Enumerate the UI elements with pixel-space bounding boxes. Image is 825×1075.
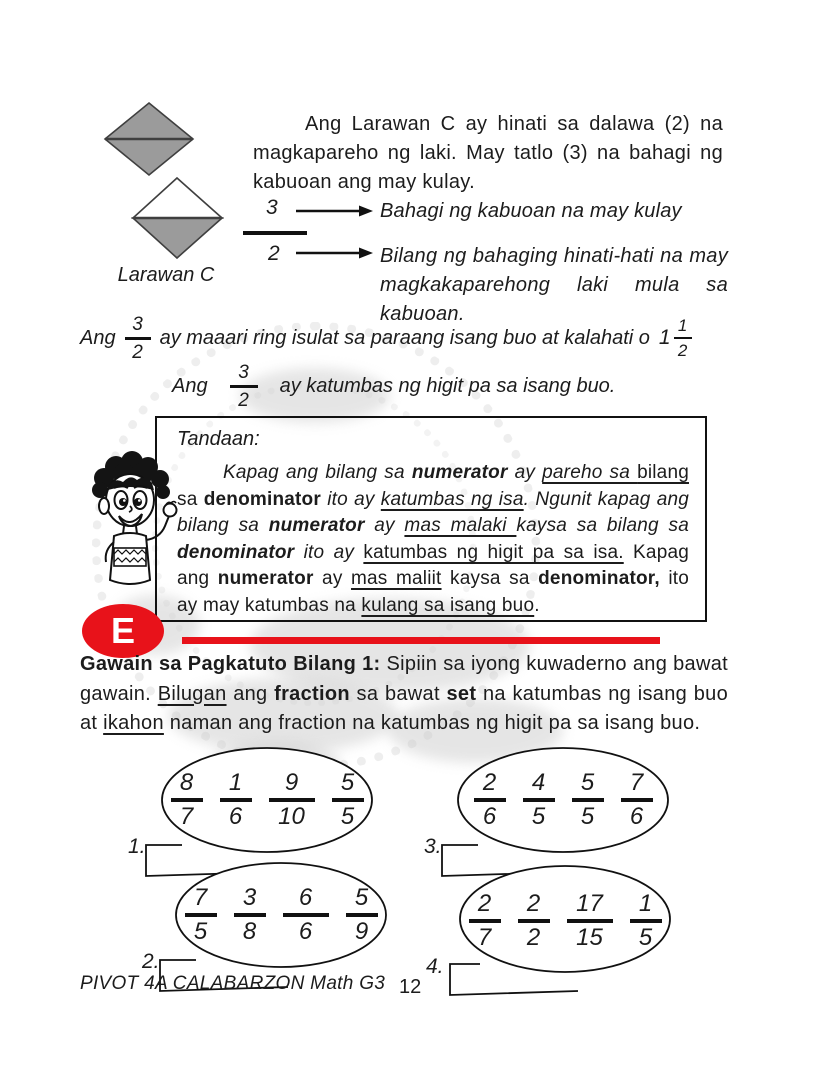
arrow-right-icon — [296, 204, 374, 218]
note-paragraph — [177, 460, 689, 619]
fraction-numerator: 5 — [340, 769, 355, 797]
text-run: naman ang fraction na katumbas ng higit pa sa isang buo. — [163, 712, 701, 734]
text-run: ay maaari ring isulat sa paraang isang buo at kalahati o — [159, 326, 650, 349]
text-run: mas maliit — [351, 568, 442, 589]
arrow1-label: Bahagi ng kabuoan na may kulay — [380, 200, 682, 222]
fraction-bar — [630, 919, 662, 923]
fraction-set — [460, 866, 670, 976]
fraction-denominator: 5 — [193, 917, 208, 945]
fraction-denominator: 6 — [629, 802, 644, 830]
arrow2-label: Bilang ng bahaging hinati-hati na may magkakaparehong laki mula sa kabuoan. — [380, 245, 728, 325]
text-run: na katumbas ng isang buo at — [80, 682, 728, 734]
fraction-numerator: 1 — [638, 890, 653, 918]
fraction-numerator: 8 — [179, 769, 194, 797]
text-run: set — [446, 682, 477, 705]
text-run: denominator — [177, 541, 295, 563]
text-run: kulang sa isang buo — [361, 594, 535, 616]
text-run: . — [534, 594, 540, 616]
fraction-bar — [332, 798, 364, 802]
inline-fraction — [674, 317, 692, 360]
text-run: ay — [364, 515, 405, 536]
text-run: Gawain sa Pagkatuto Bilang 1: — [80, 653, 381, 675]
fraction-bar — [269, 798, 315, 802]
text-run: denominator, — [538, 568, 660, 589]
fraction-denominator: 2 — [268, 242, 280, 265]
fraction-denominator: 5 — [340, 802, 355, 830]
text-run: ay katumbas ng higit pa sa isang buo. — [279, 374, 616, 397]
text-run: kaysa sa — [441, 568, 539, 589]
fraction-bar — [125, 337, 151, 340]
fraction — [283, 886, 329, 944]
section-divider-rule — [182, 637, 660, 644]
text-run: ito ay may katumbas na — [177, 568, 689, 616]
fraction-bar — [518, 919, 550, 923]
fraction — [185, 886, 217, 944]
text-run: Ang — [172, 374, 208, 397]
fraction — [469, 892, 501, 950]
text-run: Ang — [80, 326, 116, 349]
fraction-bar — [243, 231, 307, 235]
footer-book-title: PIVOT 4A CALABARZON Math G3 — [80, 973, 386, 994]
fraction-numerator: 7 — [193, 884, 208, 912]
note-box — [155, 416, 707, 622]
fraction-bar — [220, 798, 252, 802]
exercise-number: 1. — [128, 835, 146, 858]
fraction-numerator: 1 — [677, 315, 688, 335]
section-letter: E — [110, 610, 135, 651]
note-title: Tandaan: — [177, 428, 260, 450]
text-run: sa bawat — [349, 682, 447, 705]
fraction-denominator: 5 — [580, 802, 595, 830]
fraction-numerator: 5 — [354, 884, 369, 912]
fraction-numerator: 17 — [576, 890, 603, 918]
text-run: katumbas ng isa — [380, 488, 524, 510]
text-run: Kapag ang bilang sa — [223, 462, 412, 483]
fraction — [523, 771, 555, 829]
fraction — [171, 771, 203, 829]
fraction-set — [458, 745, 668, 855]
fraction-numerator: 3 — [266, 196, 278, 219]
exercise-number: 4. — [426, 955, 444, 978]
fraction — [332, 771, 364, 829]
text-run: numerator — [217, 568, 314, 589]
fraction-bar — [230, 385, 258, 388]
fraction-bar — [171, 798, 203, 802]
text-run: Bilugan — [157, 682, 227, 705]
fraction-denominator: 2 — [238, 389, 249, 411]
fraction-bar — [474, 798, 506, 802]
fraction — [234, 886, 266, 944]
whole-number: 1 — [658, 326, 671, 349]
fraction — [630, 892, 662, 950]
inline-fraction — [125, 315, 151, 362]
exercise-bubble-4 — [420, 862, 680, 1002]
fraction — [567, 892, 613, 950]
fraction-bar — [674, 337, 692, 340]
fraction-numerator: 7 — [629, 769, 644, 797]
fraction-bar — [283, 913, 329, 917]
fraction-denominator: 6 — [482, 802, 497, 830]
fraction-numerator: 2 — [477, 890, 492, 918]
inline-fraction — [230, 363, 258, 410]
text-run: Kapag ang — [177, 541, 689, 589]
diamond-figure-icon — [98, 98, 228, 263]
fraction-numerator: 9 — [284, 769, 299, 797]
fraction — [518, 892, 550, 950]
fraction-denominator: 5 — [531, 802, 546, 830]
text-run: . Ngunit kapag ang bilang sa — [177, 488, 690, 536]
fraction-denominator: 7 — [179, 802, 194, 830]
text-run: katumbas ng higit pa sa isa. — [363, 541, 624, 563]
fraction-bar — [621, 798, 653, 802]
fraction — [269, 771, 315, 829]
boy-mascot-illustration — [70, 446, 190, 614]
fraction-numerator: 1 — [228, 769, 243, 797]
fraction-denominator: 6 — [228, 802, 243, 830]
text-run: ay — [313, 568, 352, 589]
text-run: fraction — [274, 682, 350, 705]
fraction-denominator: 8 — [242, 917, 257, 945]
text-run: ay — [507, 462, 543, 483]
fraction-numerator: 2 — [482, 769, 497, 797]
text-run: denominator — [203, 488, 321, 510]
fraction-denominator: 5 — [638, 923, 653, 951]
text-run: ito ay — [320, 488, 381, 510]
mixed-number — [659, 317, 692, 360]
fraction-denominator: 7 — [477, 923, 492, 951]
arrow-right-icon — [296, 246, 374, 260]
fraction-denominator: 9 — [354, 917, 369, 945]
fraction-numerator: 4 — [531, 769, 546, 797]
fraction — [572, 771, 604, 829]
fraction — [346, 886, 378, 944]
sentence-mixed-number — [80, 312, 692, 364]
text-run: Sipiin sa iyong kuwaderno ang bawat gawain. — [80, 653, 728, 705]
fraction-denominator: 10 — [278, 802, 305, 830]
text-run: mas malaki — [404, 515, 517, 536]
fraction-numerator: 3 — [132, 313, 143, 335]
fraction-denominator: 2 — [677, 341, 688, 361]
fraction-numerator: 3 — [242, 884, 257, 912]
fraction-numerator: 2 — [526, 890, 541, 918]
fraction-denominator: 15 — [576, 923, 603, 951]
fraction — [220, 771, 252, 829]
text-run: numerator — [411, 462, 508, 483]
fraction-bar — [567, 919, 613, 923]
sentence-improper-fraction — [172, 360, 615, 412]
fraction-numerator: 3 — [238, 361, 249, 383]
text-run: sa — [177, 488, 204, 510]
fraction-set — [176, 860, 386, 970]
fraction-numerator: 6 — [298, 884, 313, 912]
fraction-bar — [234, 913, 266, 917]
text-run: kaysa sa bilang sa — [516, 515, 689, 536]
fraction-denominator: 2 — [526, 923, 541, 951]
fraction-numerator: 5 — [580, 769, 595, 797]
fraction-bar — [572, 798, 604, 802]
gawain-paragraph — [80, 650, 728, 739]
fraction-denominator: 6 — [298, 917, 313, 945]
fraction — [474, 771, 506, 829]
exercise-number: 3. — [424, 835, 442, 858]
fraction-bar — [469, 919, 501, 923]
text-run: bilang — [637, 462, 689, 483]
text-run: ang — [226, 682, 275, 705]
fraction-set — [162, 745, 372, 855]
fraction-bar — [346, 913, 378, 917]
text-run: numerator — [268, 515, 365, 536]
exercise-number: 2. — [142, 950, 160, 973]
text-run: ito ay — [294, 541, 364, 563]
fraction-denominator: 2 — [132, 341, 143, 363]
intro-paragraph: Ang Larawan C ay hinati sa dalawa (2) na magkapareho ng laki. May tatlo (3) na bahagi ng kabuoan ang may kulay. — [253, 113, 723, 193]
figure-caption: Larawan C — [117, 264, 215, 286]
fraction — [621, 771, 653, 829]
text-run: ikahon — [103, 712, 164, 734]
fraction-bar — [185, 913, 217, 917]
page-number: 12 — [399, 976, 422, 998]
text-run: pareho sa — [542, 462, 638, 483]
fraction-bar — [523, 798, 555, 802]
